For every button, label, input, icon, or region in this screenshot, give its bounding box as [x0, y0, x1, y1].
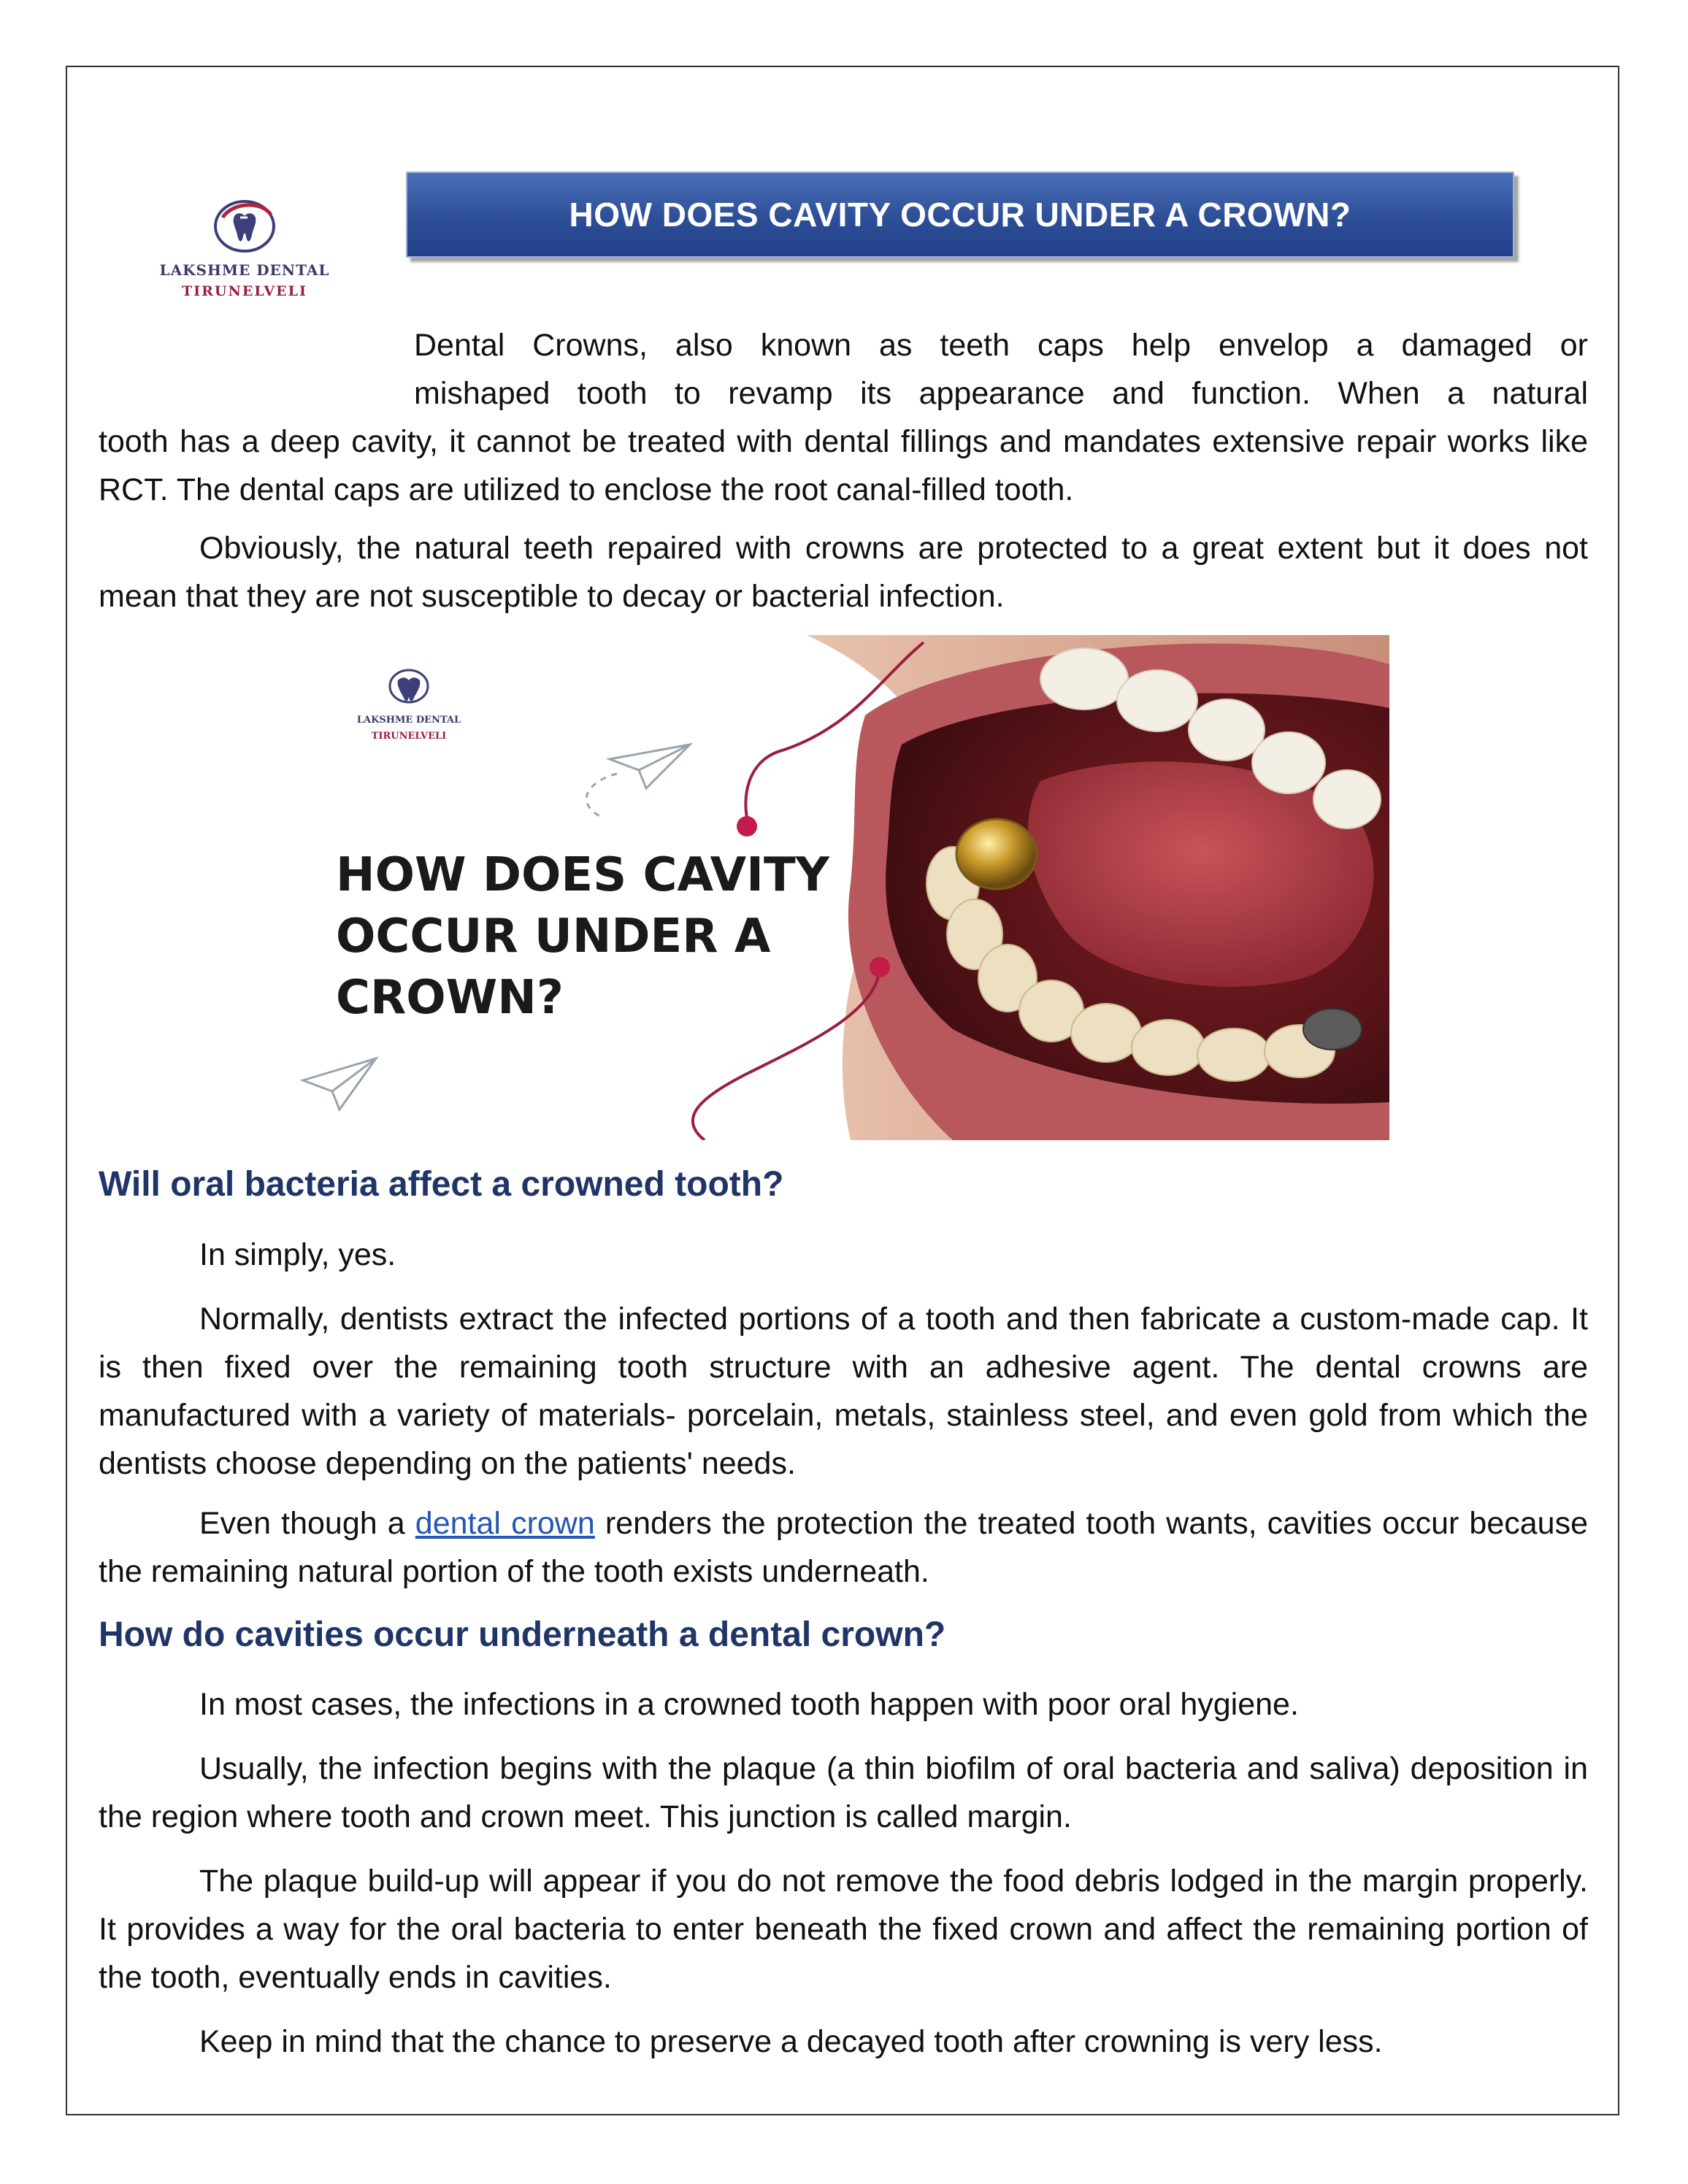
dental-crown-link[interactable]: dental crown — [415, 1506, 595, 1541]
logo-line1: LAKSHME DENTAL — [159, 261, 330, 279]
title-banner — [406, 172, 1514, 258]
section2-heading: How do cavities occur underneath a dental crown? — [99, 1615, 946, 1654]
figure-headline-line2: OCCUR UNDER A — [336, 910, 771, 964]
page-title: HOW DOES CAVITY OCCUR UNDER A CROWN? — [569, 196, 1351, 234]
figure-logo-line1: LAKSHME DENTAL — [356, 715, 461, 726]
intro-first-lines — [414, 321, 1588, 418]
figure-headline-line1: HOW DOES CAVITY — [336, 848, 829, 902]
para-obviously: Obviously, the natural teeth repaired with crowns are protected to a great extent but it does not mean that they are not susceptible to decay or bacterial infection. — [99, 531, 1588, 614]
tooth-logo-icon — [210, 196, 280, 257]
section2-p1: In most cases, the infections in a crowned tooth happen with poor oral hygiene. — [199, 1687, 1299, 1722]
section2-p2: Usually, the infection begins with the plaque (a thin biofilm of oral bacteria and saliva) deposition in the region where tooth and crown meet. This junction is called margin. — [99, 1751, 1588, 1834]
intro-line2: mishaped tooth to revamp its appearance and function. When a natural — [414, 376, 1588, 411]
section2-p3: The plaque build-up will appear if you do not remove the food debris lodged in the margin properly. It provides a way for the oral bacteria to enter beneath the fixed crown and affect the remaining portion of the tooth, eventually ends in cavities. — [99, 1864, 1588, 1995]
section1-p3 — [99, 1499, 1588, 1596]
section1-p1: In simply, yes. — [199, 1237, 396, 1272]
section1-p3-before: Even though a — [199, 1506, 415, 1541]
intro-line1: Dental Crowns, also known as teeth caps help envelop a damaged or — [414, 328, 1588, 363]
section1-heading: Will oral bacteria affect a crowned tooth? — [99, 1165, 784, 1204]
section1-p3-after: renders the protection the treated tooth wants, cavities occur because the remaining natural portion of the tooth exists underneath. — [99, 1506, 1588, 1589]
clinic-logo — [150, 196, 339, 327]
section1-p2: Normally, dentists extract the infected portions of a tooth and then fabricate a custom-made cap. It is then fixed over the remaining tooth structure with an adhesive agent. The dental crowns are manufactured with a variety of materials- porcelain, metals, stainless steel, and even gold from which the dentists choose depending on the patients' needs. — [99, 1301, 1588, 1481]
mouth-crown-illustration — [296, 635, 1389, 1140]
intro-rest: tooth has a deep cavity, it cannot be treated with dental fillings and mandates extensive repair works like RCT. The dental caps are utilized to enclose the root canal-filled tooth. — [99, 424, 1588, 507]
logo-line2: TIRUNELVELI — [182, 283, 307, 299]
figure-headline-line3: CROWN? — [336, 971, 564, 1025]
article-figure — [296, 635, 1389, 1140]
figure-logo-line2: TIRUNELVELI — [371, 731, 447, 742]
section2-p4: Keep in mind that the chance to preserve a decayed tooth after crowning is very less. — [199, 2024, 1383, 2059]
